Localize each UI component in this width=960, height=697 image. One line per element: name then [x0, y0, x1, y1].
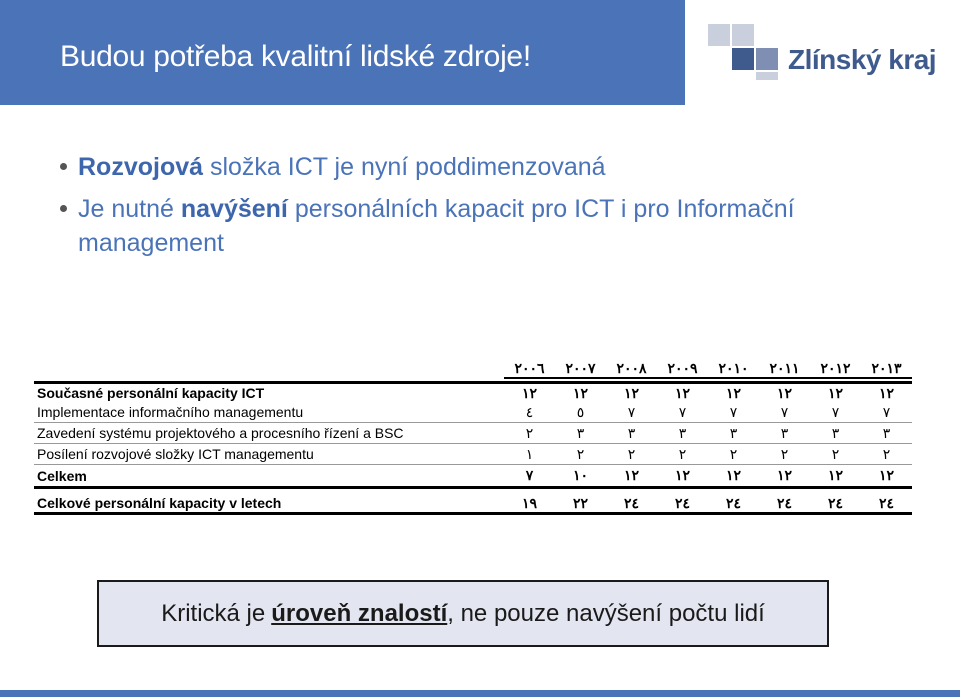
value-cell: ٢٤	[674, 494, 691, 511]
value-cell: ٣	[831, 424, 840, 441]
row-cells	[504, 425, 912, 442]
value-cell: ١٢	[674, 467, 691, 483]
year-cell: ٢٠٠٧	[565, 359, 596, 376]
row-cells	[504, 404, 912, 421]
value-cell: ٢٤	[776, 494, 793, 511]
value-cell: ٤	[525, 403, 534, 420]
row-label: Současné personální kapacity ICT	[37, 385, 265, 401]
value-cell: ٧	[525, 467, 534, 483]
table-row	[34, 381, 912, 402]
bullet-list	[60, 150, 920, 268]
row-label: Posílení rozvojové složky ICT managementu	[37, 446, 314, 462]
table-row	[34, 444, 912, 465]
value-cell: ٥	[576, 403, 585, 420]
value-cell: ٣	[780, 424, 789, 441]
year-cell: ٢٠١٣	[871, 359, 902, 376]
row-cells	[504, 495, 912, 512]
value-cell: ٧	[627, 403, 636, 420]
value-cell: ١٢	[827, 467, 844, 483]
value-cell: ٧	[729, 403, 738, 420]
logo-text: Zlínský kraj	[788, 44, 937, 75]
value-cell: ٧	[678, 403, 687, 420]
zlinsky-kraj-logo	[700, 14, 950, 94]
value-cell: ٢	[678, 445, 687, 462]
value-cell: ٢	[729, 445, 738, 462]
year-cell: ٢٠١٢	[820, 359, 851, 376]
value-cell: ٣	[678, 424, 687, 441]
value-cell: ١٢	[521, 384, 538, 401]
value-cell: ١٠	[572, 467, 589, 483]
value-cell: ٧	[882, 403, 891, 420]
year-cell: ٢٠٠٩	[667, 359, 698, 376]
logo-square	[732, 48, 754, 70]
value-cell: ٢	[780, 445, 789, 462]
bottom-bar	[0, 690, 960, 697]
title-bar	[0, 0, 685, 105]
table-row	[34, 494, 912, 515]
logo-square	[708, 24, 730, 46]
year-cell: ٢٠٠٦	[514, 359, 545, 376]
value-cell: ٣	[627, 424, 636, 441]
value-cell: ٧	[780, 403, 789, 420]
callout-rest: , ne pouze navýšení počtu lidí	[447, 599, 765, 627]
bullet-dot-icon	[60, 205, 67, 212]
year-cell: ٢٠١٠	[718, 359, 749, 376]
capacity-table	[34, 357, 912, 515]
value-cell: ١٢	[776, 384, 793, 401]
row-label: Implementace informačního managementu	[37, 404, 304, 420]
row-label: Celkové personální kapacity v letech	[37, 495, 282, 511]
bullet-text-pre: Je nutné	[78, 195, 181, 223]
value-cell: ١٩	[521, 494, 538, 511]
callout-pre: Kritická je	[161, 599, 266, 627]
value-cell: ٢٤	[623, 494, 640, 511]
table-row	[34, 402, 912, 423]
value-cell: ٣	[729, 424, 738, 441]
table-row	[34, 465, 912, 486]
value-cell: ١٢	[878, 384, 895, 401]
value-cell: ٢	[831, 445, 840, 462]
bullet-text: personálních kapacit pro ICT i pro Informační management	[78, 195, 795, 257]
table-spacer	[34, 486, 912, 494]
bullet-text: složka ICT je nyní poddimenzovaná	[203, 153, 606, 181]
value-cell: ٢	[627, 445, 636, 462]
value-cell: ١٢	[725, 384, 742, 401]
table-header-row	[34, 357, 912, 381]
value-cell: ٢٤	[725, 494, 742, 511]
year-cells	[504, 360, 912, 379]
value-cell: ١٢	[623, 467, 640, 483]
row-cells	[504, 446, 912, 463]
value-cell: ١٢	[725, 467, 742, 483]
row-cells	[504, 385, 912, 402]
logo-square	[732, 24, 754, 46]
row-cells	[504, 467, 912, 484]
bullet-dot-icon	[60, 163, 67, 170]
value-cell: ٢	[576, 445, 585, 462]
value-cell: ٢	[525, 424, 534, 441]
row-label: Zavedení systému projektového a procesního řízení a BSC	[37, 425, 404, 441]
callout-box	[97, 580, 829, 647]
value-cell: ٧	[831, 403, 840, 420]
value-cell: ٢٤	[827, 494, 844, 511]
bullet-item	[60, 150, 920, 184]
bullet-bold: navýšení	[180, 195, 288, 223]
bullet-bold: Rozvojová	[78, 153, 204, 181]
callout-bold: úroveň znalostí	[271, 599, 448, 627]
table-row	[34, 423, 912, 444]
year-cell: ٢٠٠٨	[616, 359, 647, 376]
value-cell: ١٢	[674, 384, 691, 401]
year-cell: ٢٠١١	[769, 359, 800, 376]
page-title: Budou potřeba kvalitní lidské zdroje!	[60, 40, 531, 73]
value-cell: ١	[525, 445, 534, 462]
value-cell: ٢٢	[572, 494, 589, 511]
bullet-item	[60, 192, 920, 260]
value-cell: ٣	[882, 424, 891, 441]
value-cell: ١٢	[827, 384, 844, 401]
row-label: Celkem	[37, 467, 87, 484]
value-cell: ٢٤	[878, 494, 895, 511]
logo-square	[756, 48, 778, 70]
value-cell: ٢	[882, 445, 891, 462]
value-cell: ١٢	[878, 467, 895, 483]
value-cell: ١٢	[776, 467, 793, 483]
value-cell: ١٢	[623, 384, 640, 401]
value-cell: ٣	[576, 424, 585, 441]
value-cell: ١٢	[572, 384, 589, 401]
logo-square	[756, 72, 778, 80]
